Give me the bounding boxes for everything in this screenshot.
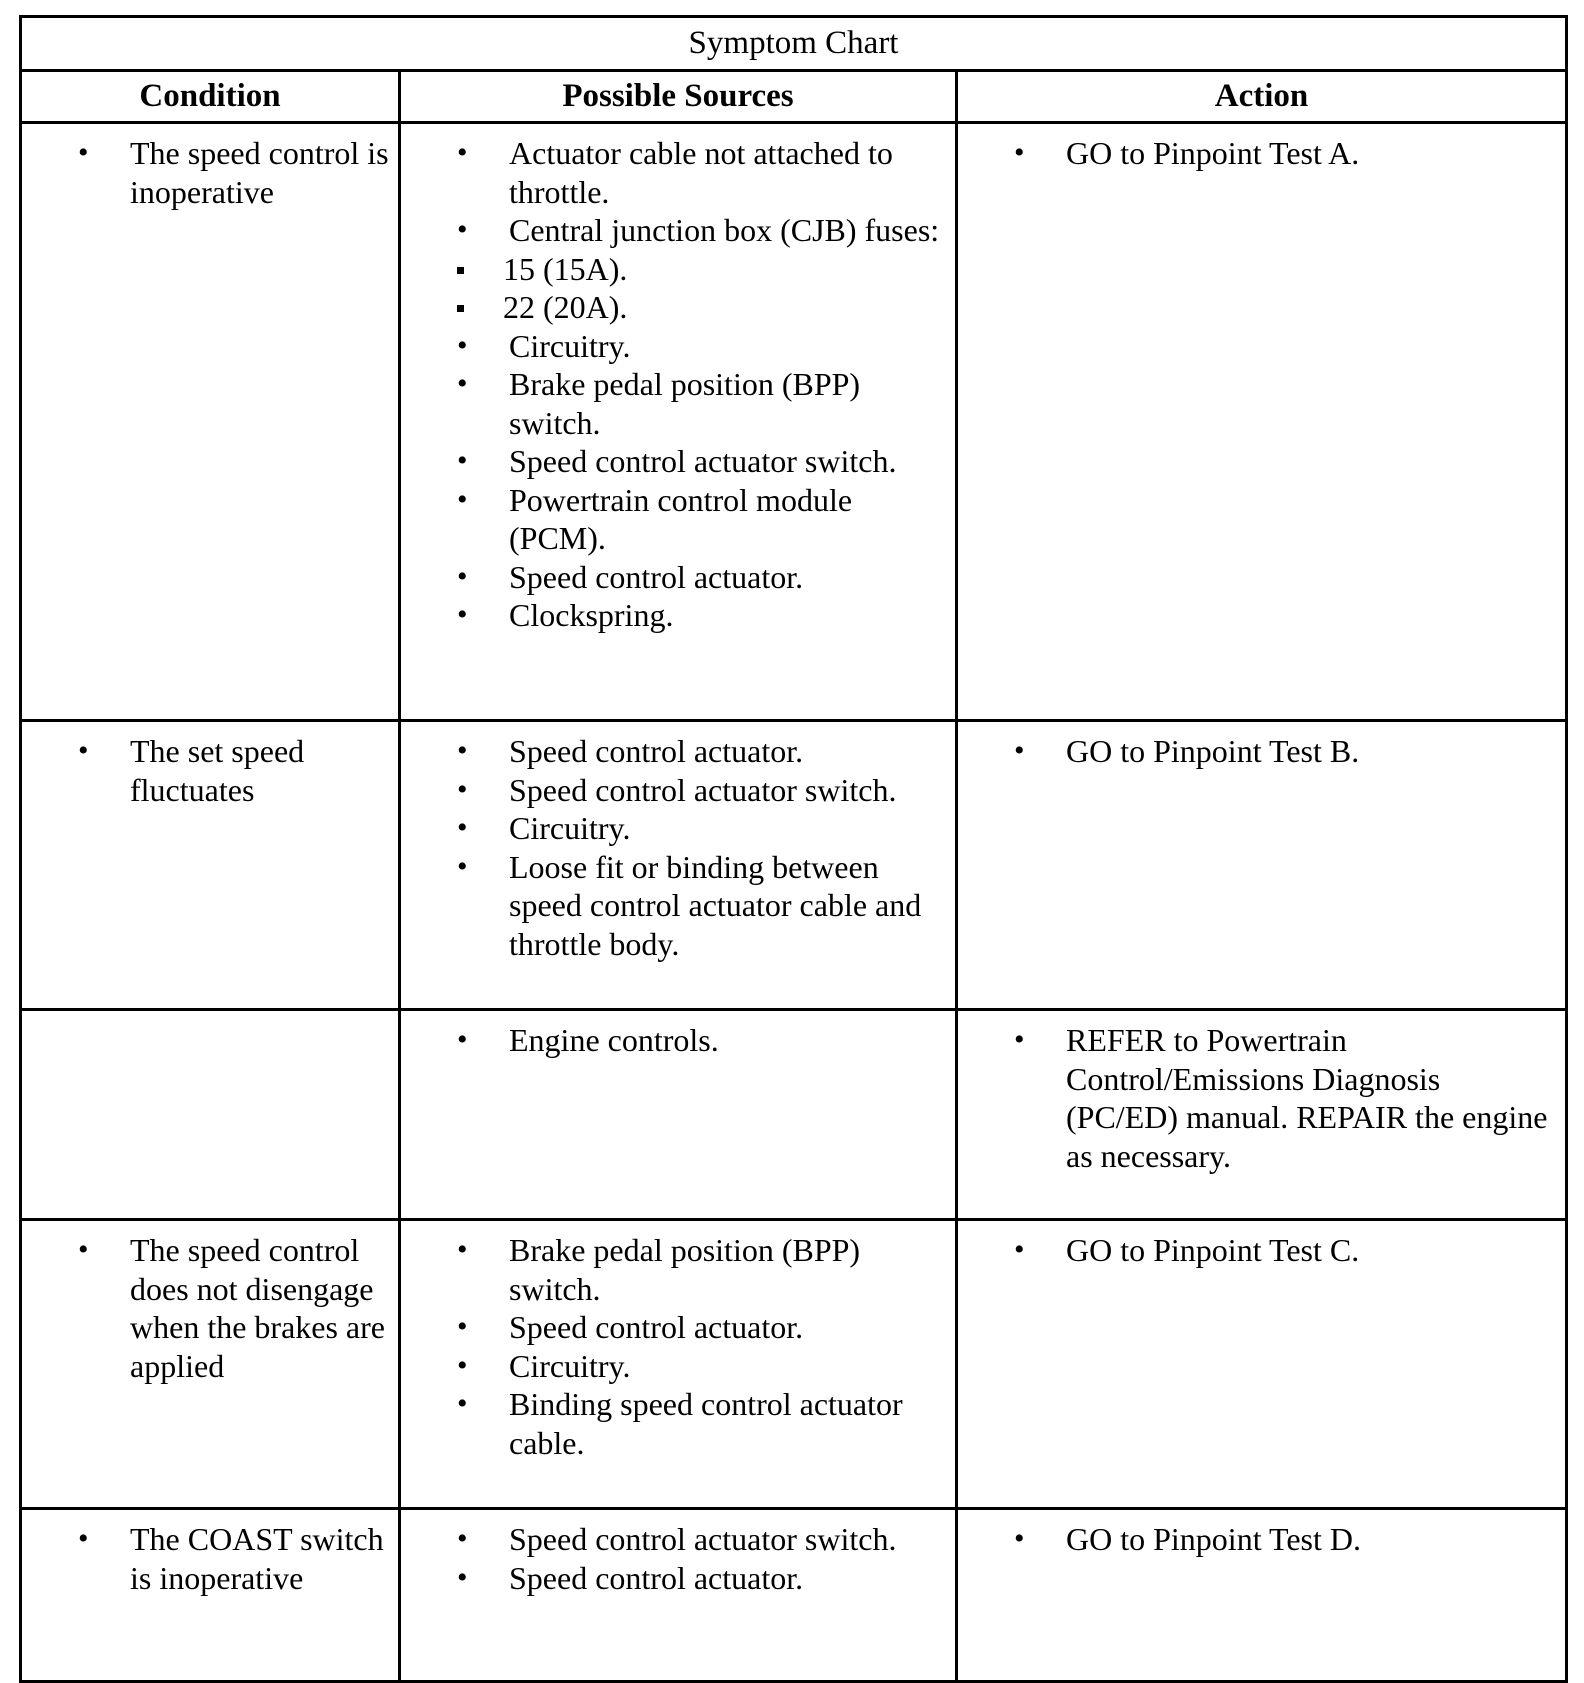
fuse-sublist (401, 250, 955, 327)
action-item (958, 732, 1557, 771)
sub-item (401, 288, 955, 327)
source-text: Circuitry. (509, 1347, 631, 1384)
source-text: Speed control actuator. (509, 1309, 804, 1345)
sub-item-text: 15 (15A). (503, 250, 628, 287)
condition-item (22, 1520, 390, 1597)
source-text: Powertrain control module (PCM). (509, 481, 853, 556)
source-text: Speed control actuator switch. (509, 1521, 897, 1557)
action-item (958, 1021, 1557, 1175)
bullet-icon: • (78, 1522, 89, 1555)
header-possible-sources: Possible Sources (400, 71, 957, 123)
action-item (958, 134, 1557, 173)
source-item (401, 481, 947, 558)
square-bullet-icon (457, 267, 464, 274)
bullet-icon: • (78, 136, 89, 169)
condition-cell (21, 1010, 400, 1220)
bullet-icon: • (457, 1560, 468, 1594)
bullet-icon: • (1014, 1023, 1025, 1056)
source-text: Speed control actuator switch. (509, 443, 897, 479)
bullet-icon: • (457, 1023, 468, 1056)
source-item (401, 596, 947, 635)
action-text: REFER to Powertrain Control/Emissions Diagnosis (PC/ED) manual. REPAIR the engine as necessary. (1066, 1022, 1548, 1174)
bullet-icon: • (457, 1348, 468, 1382)
bullet-icon: • (1014, 1233, 1025, 1266)
bullet-icon: • (457, 444, 468, 477)
source-item (401, 1385, 947, 1462)
action-cell (957, 1010, 1567, 1220)
sources-cell (400, 123, 957, 721)
source-text: Speed control actuator. (509, 733, 804, 769)
sources-cell (400, 721, 957, 1010)
source-item (401, 732, 947, 771)
bullet-icon: • (457, 367, 468, 400)
symptom-chart-table (19, 15, 1568, 1683)
action-text: GO to Pinpoint Test D. (1066, 1521, 1361, 1557)
action-item (958, 1520, 1557, 1559)
sources-cell (400, 1010, 957, 1220)
condition-item (22, 134, 390, 211)
table-row (21, 123, 1567, 721)
source-text: Central junction box (CJB) fuses: (509, 212, 940, 248)
bullet-icon: • (457, 482, 468, 516)
table-row (21, 721, 1567, 1010)
source-text: Speed control actuator. (509, 558, 804, 595)
condition-item (22, 732, 390, 809)
action-cell (957, 1509, 1567, 1682)
sub-item (401, 250, 955, 289)
source-item (401, 442, 947, 481)
condition-text: The set speed fluctuates (130, 733, 305, 808)
bullet-icon: • (78, 1233, 89, 1266)
bullet-icon: • (457, 136, 468, 169)
source-text: Speed control actuator switch. (509, 771, 897, 808)
source-item (401, 771, 947, 810)
sub-item-text: 22 (20A). (503, 289, 628, 325)
table-header-row (21, 71, 1567, 123)
condition-item (22, 1231, 390, 1385)
source-text: Circuitry. (509, 810, 631, 846)
bullet-icon: • (1014, 136, 1025, 169)
source-text: Circuitry. (509, 327, 631, 364)
table-row (21, 1220, 1567, 1509)
source-item (401, 558, 947, 597)
source-text: Loose fit or binding between speed control actuator cable and throttle body. (509, 848, 922, 962)
action-text: GO to Pinpoint Test B. (1066, 733, 1360, 769)
bullet-icon: • (1014, 1522, 1025, 1555)
source-item (401, 1308, 947, 1347)
source-item (401, 327, 947, 366)
table-title-row (21, 17, 1567, 71)
condition-cell (21, 721, 400, 1010)
condition-cell (21, 1220, 400, 1509)
source-text: Brake pedal position (BPP) switch. (509, 1232, 861, 1307)
source-item (401, 1231, 947, 1308)
action-text: GO to Pinpoint Test C. (1066, 1232, 1360, 1268)
table-row (21, 1010, 1567, 1220)
condition-text: The speed control is inoperative (130, 135, 389, 210)
source-item (401, 809, 947, 848)
bullet-icon: • (1014, 734, 1025, 767)
source-item (401, 848, 947, 964)
table-title: Symptom Chart (21, 17, 1567, 71)
condition-text: The COAST switch is inoperative (130, 1521, 384, 1596)
condition-text: The speed control does not disengage when the brakes are applied (130, 1232, 385, 1384)
bullet-icon: • (457, 1522, 468, 1555)
sources-cell (400, 1509, 957, 1682)
table-row (21, 1509, 1567, 1682)
bullet-icon: • (457, 849, 468, 883)
header-action: Action (957, 71, 1567, 123)
source-item (401, 1021, 947, 1060)
header-condition: Condition (21, 71, 400, 123)
bullet-icon: • (457, 1310, 468, 1343)
source-text: Speed control actuator. (509, 1559, 804, 1596)
bullet-icon: • (457, 811, 468, 844)
condition-cell (21, 123, 400, 721)
bullet-icon: • (457, 328, 468, 362)
bullet-icon: • (457, 598, 468, 631)
source-item (401, 365, 947, 442)
square-bullet-icon (457, 305, 464, 312)
bullet-icon: • (457, 559, 468, 593)
bullet-icon: • (78, 734, 89, 767)
source-item (401, 1520, 947, 1559)
bullet-icon: • (457, 1387, 468, 1420)
bullet-icon: • (457, 213, 468, 246)
source-item (401, 1347, 947, 1386)
condition-cell (21, 1509, 400, 1682)
source-text: Engine controls. (509, 1022, 719, 1058)
bullet-icon: • (457, 1233, 468, 1266)
action-cell (957, 123, 1567, 721)
source-item (401, 1559, 947, 1598)
source-text: Clockspring. (509, 597, 674, 633)
bullet-icon: • (457, 734, 468, 767)
source-item (401, 211, 947, 250)
sources-cell (400, 1220, 957, 1509)
action-item (958, 1231, 1557, 1270)
action-text: GO to Pinpoint Test A. (1066, 135, 1360, 171)
action-cell (957, 1220, 1567, 1509)
source-text: Brake pedal position (BPP) switch. (509, 366, 861, 441)
source-text: Actuator cable not attached to throttle. (509, 135, 893, 210)
bullet-icon: • (457, 772, 468, 806)
source-text: Binding speed control actuator cable. (509, 1386, 903, 1461)
action-cell (957, 721, 1567, 1010)
source-item (401, 134, 947, 211)
